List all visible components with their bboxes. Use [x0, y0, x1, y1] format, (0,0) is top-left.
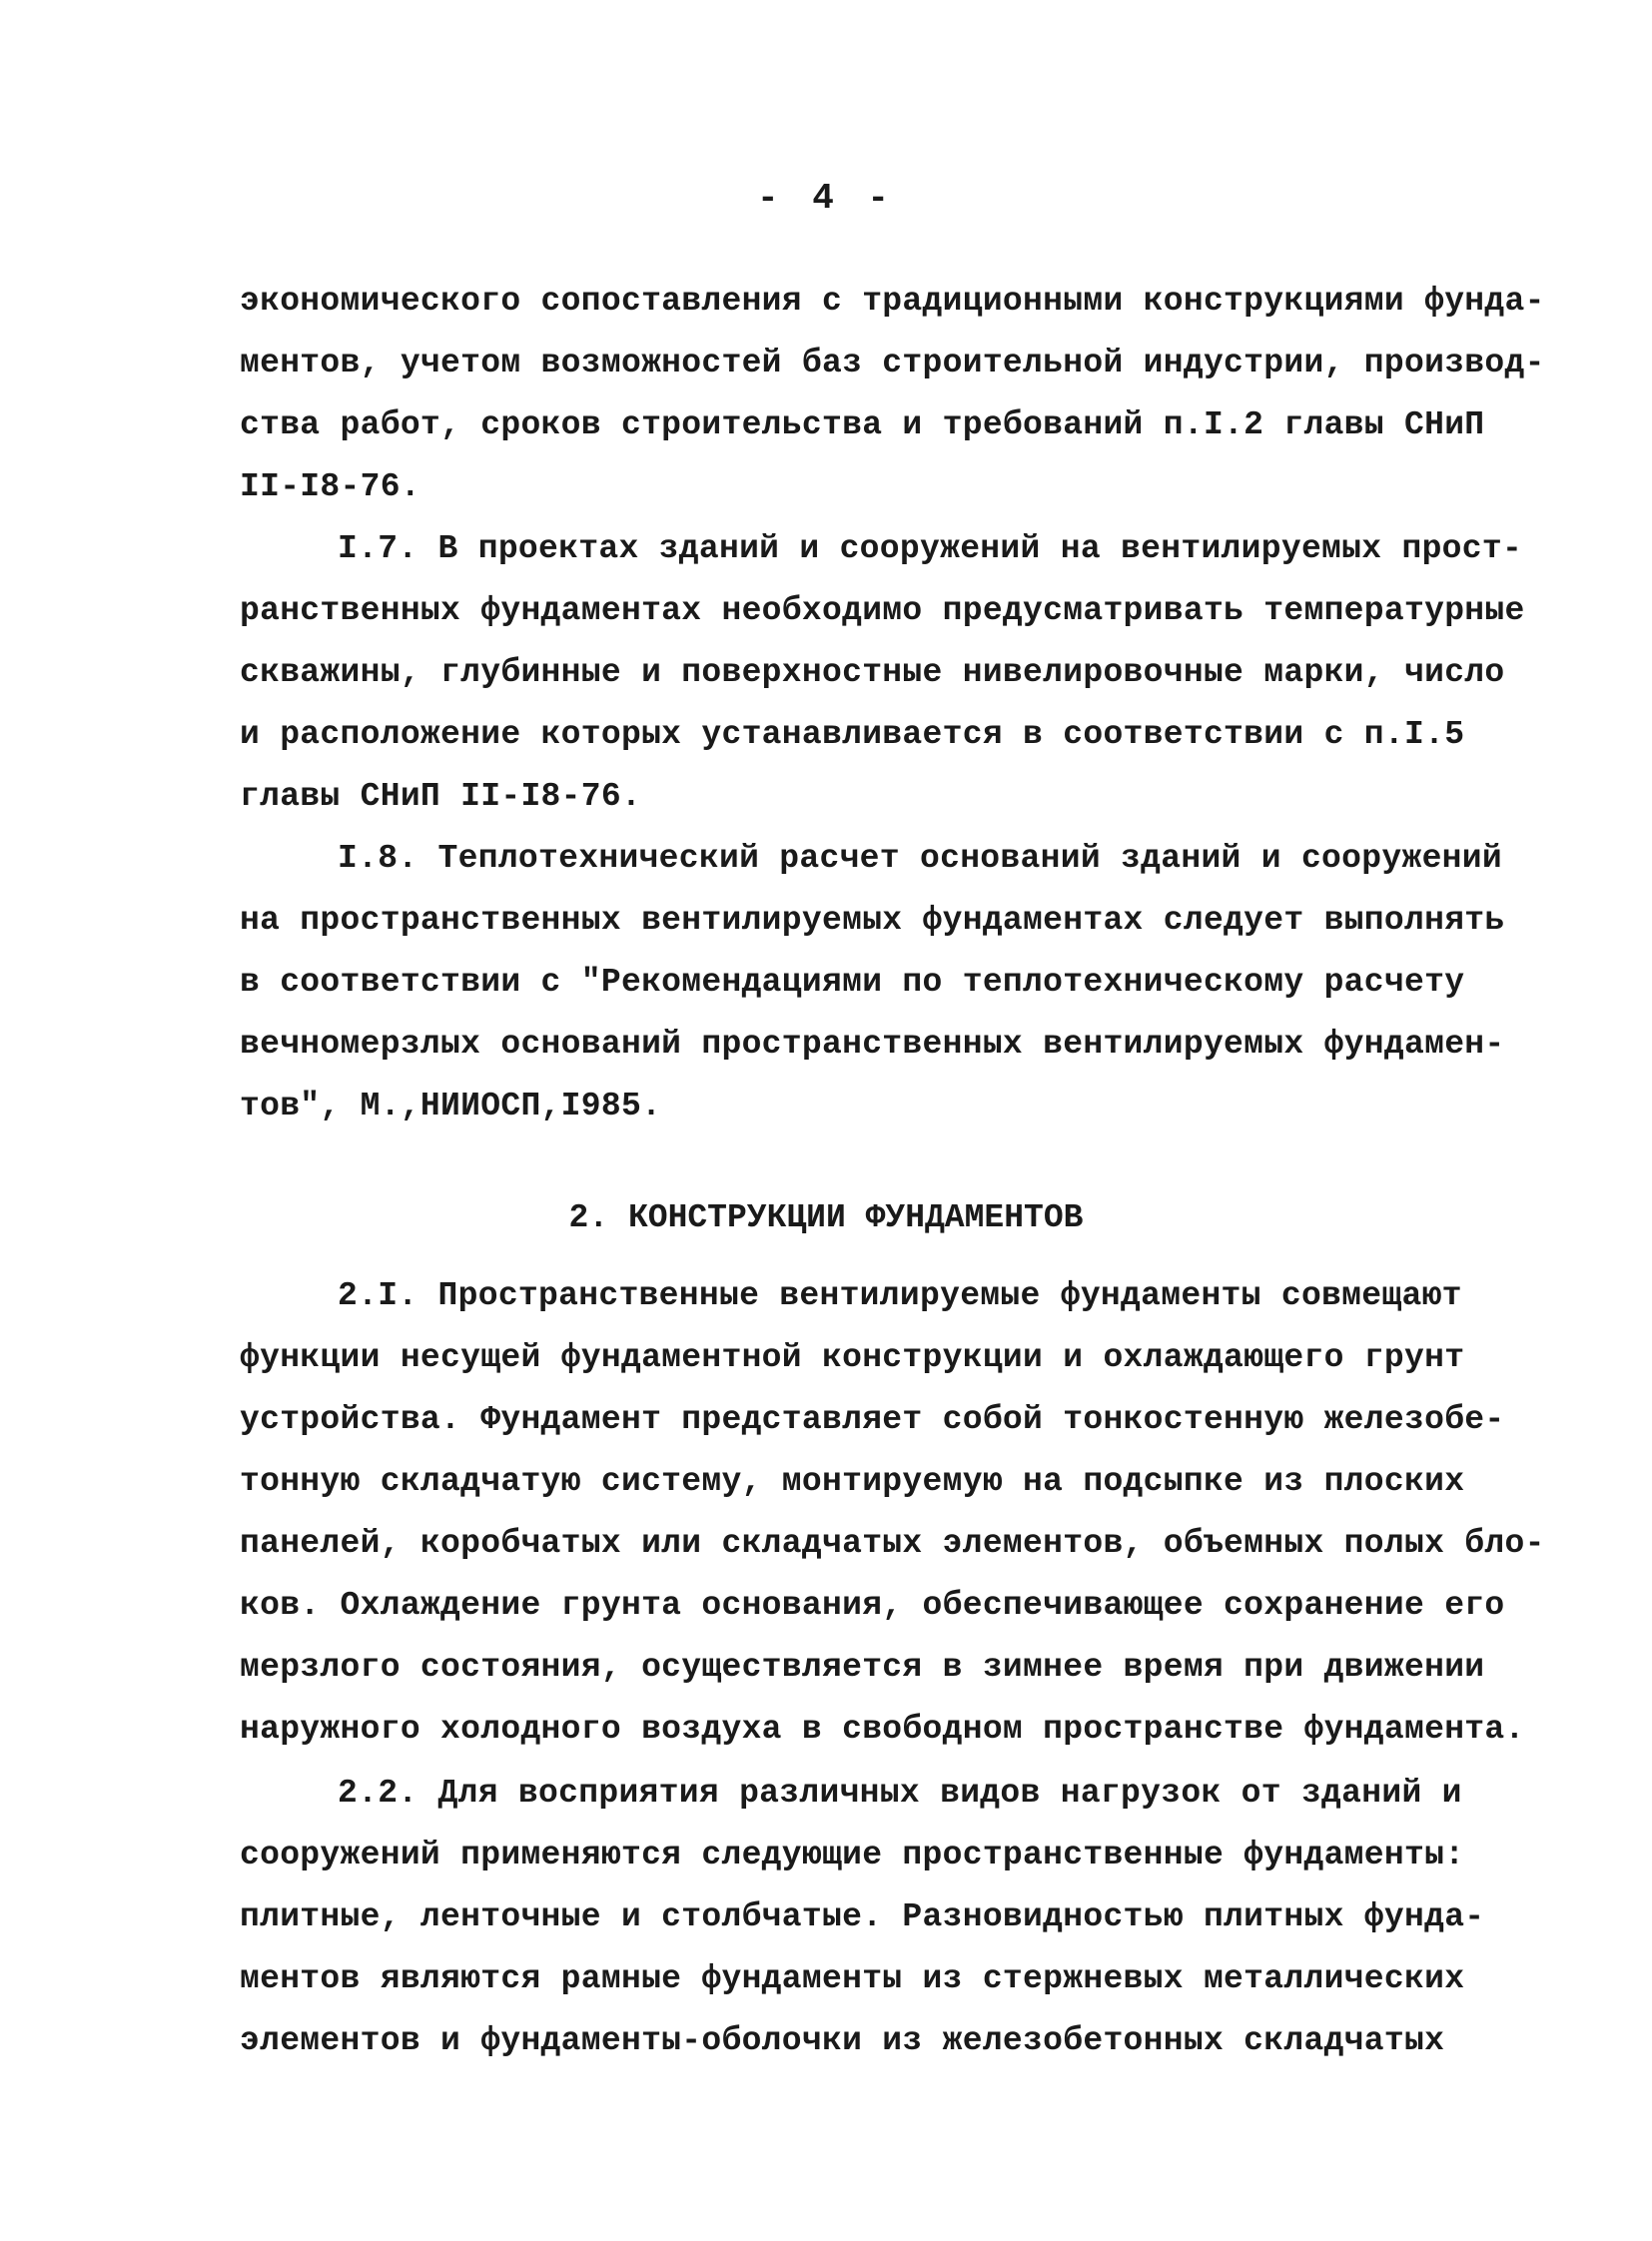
paragraph-2-2-first-line: 2.2. Для восприятия различных видов нагрузок от зданий и — [338, 1775, 1462, 1812]
text-line: наружного холодного воздуха в свободном пространстве фундамента. — [240, 1711, 1525, 1748]
text-line: устройства. Фундамент представляет собой тонкостенную железобе- — [240, 1401, 1505, 1438]
paragraph-1-7-first-line: I.7. В проектах зданий и сооружений на вентилируемых прост- — [338, 530, 1523, 567]
text-line: II-I8-76. — [240, 468, 420, 505]
section-heading: 2. КОНСТРУКЦИИ ФУНДАМЕНТОВ — [568, 1199, 1084, 1236]
text-line: ков. Охлаждение грунта основания, обеспечивающее сохранение его — [240, 1587, 1505, 1624]
text-line: на пространственных вентилируемых фундаментах следует выполнять — [240, 902, 1505, 939]
text-line: сооружений применяются следующие пространственные фундаменты: — [240, 1837, 1465, 1873]
text-line: ментов, учетом возможностей баз строительной индустрии, производ- — [240, 345, 1545, 381]
text-line: плитные, ленточные и столбчатые. Разновидностью плитных фунда- — [240, 1898, 1485, 1935]
text-line: и расположение которых устанавливается в соответствии с п.I.5 — [240, 716, 1465, 753]
text-line: мерзлого состояния, осуществляется в зимнее время при движении — [240, 1649, 1485, 1686]
paragraph-1-8-first-line: I.8. Теплотехнический расчет оснований зданий и сооружений — [338, 840, 1502, 877]
paragraph-2-1-first-line: 2.I. Пространственные вентилируемые фундаменты совмещают — [338, 1277, 1462, 1314]
text-line: ства работ, сроков строительства и требований п.I.2 главы СНиП — [240, 406, 1485, 443]
text-line: ментов являются рамные фундаменты из стержневых металлических — [240, 1960, 1465, 1997]
text-line: функции несущей фундаментной конструкции и охлаждающего грунт — [240, 1339, 1465, 1376]
page-number: - 4 - — [756, 178, 896, 219]
text-line: панелей, коробчатых или складчатых элементов, объемных полых бло- — [240, 1525, 1545, 1562]
text-line: скважины, глубинные и поверхностные нивелировочные марки, число — [240, 654, 1505, 691]
text-line: тов", М.,НИИОСП,I985. — [240, 1088, 662, 1124]
text-line: в соответствии с "Рекомендациями по теплотехническому расчету — [240, 964, 1465, 1001]
text-line: главы СНиП II-I8-76. — [240, 778, 642, 815]
text-line: экономического сопоставления с традиционными конструкциями фунда- — [240, 283, 1545, 320]
text-line: тонную складчатую систему, монтируемую на подсыпке из плоских — [240, 1463, 1465, 1500]
text-line: ранственных фундаментах необходимо предусматривать температурные — [240, 592, 1525, 629]
text-line: элементов и фундаменты-оболочки из железобетонных складчатых — [240, 2022, 1445, 2059]
text-line: вечномерзлых оснований пространственных вентилируемых фундамен- — [240, 1026, 1505, 1063]
